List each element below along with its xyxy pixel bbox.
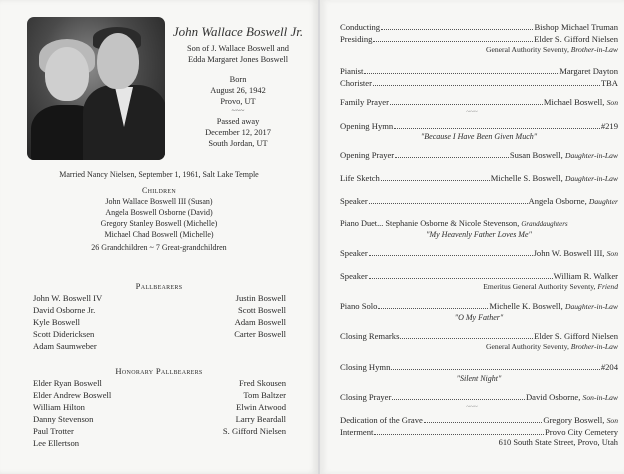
- opening-hymn-title: "Because I Have Been Given Much": [420, 132, 538, 141]
- honorary-pallbearer-name: Elder Ryan Boswell: [33, 378, 102, 388]
- piano-duet-title: "My Heavenly Father Loves Me": [426, 230, 532, 239]
- passed-label: Passed away: [216, 117, 260, 126]
- passed-place: South Jordan, UT: [208, 139, 268, 148]
- program-row-opening-hymn: Opening Hymn #219: [340, 121, 618, 131]
- born-label: Born: [229, 75, 247, 84]
- marriage-line: Married Nancy Nielsen, September 1, 1961, Salt Lake Temple: [59, 170, 259, 179]
- honorary-pallbearer-name: Elder Andrew Boswell: [33, 390, 112, 400]
- program-subline: Emeritus General Authority Seventy, Friend: [483, 282, 618, 291]
- separator: ~~~: [466, 108, 478, 116]
- program-row-closing-hymn: Closing Hymn #204: [340, 362, 618, 372]
- program-row-pianist: Pianist Margaret Dayton: [340, 66, 618, 76]
- separator: ~~~: [466, 403, 478, 411]
- born-place: Provo, UT: [220, 97, 256, 106]
- pallbearer-name: Scott Didericksen: [33, 329, 95, 339]
- pallbearer-name: Justin Boswell: [235, 293, 286, 303]
- program-row-speaker-2: Speaker John W. Boswell III, Son: [340, 248, 618, 258]
- program-label: Presiding: [340, 34, 373, 44]
- couple-portrait-photo: [27, 17, 165, 160]
- parents-line-1: Son of J. Wallace Boswell and: [187, 44, 289, 53]
- program-subline: General Authority Seventy, Brother-in-Law: [486, 45, 618, 54]
- honorary-pallbearer-name: Danny Stevenson: [33, 414, 94, 424]
- program-subline: General Authority Seventy, Brother-in-Law: [486, 342, 618, 351]
- born-date: August 26, 1942: [210, 86, 266, 95]
- honorary-pallbearer-name: Lee Ellertson: [33, 438, 80, 448]
- program-row-closing-prayer: Closing Prayer David Osborne, Son-in-Law: [340, 392, 618, 402]
- child-item: Angela Boswell Osborne (David): [105, 208, 213, 217]
- child-item: Gregory Stanley Boswell (Michelle): [100, 219, 218, 228]
- interment-address: 610 South State Street, Provo, Utah: [498, 438, 618, 447]
- pallbearer-name: John W. Boswell IV: [33, 293, 103, 303]
- piano-solo-title: "O My Father": [454, 313, 504, 322]
- program-row-speaker-3: Speaker William R. Walker: [340, 271, 618, 281]
- pallbearer-name: Adam Boswell: [234, 317, 286, 327]
- pallbearer-name: David Osborne Jr.: [33, 305, 96, 315]
- pallbearers-heading: Pallbearers: [135, 281, 183, 291]
- program-row-piano-duet: Piano Duet... Stephanie Osborne & Nicole Stevenson, Granddaughters: [340, 219, 568, 228]
- passed-date: December 12, 2017: [205, 128, 271, 137]
- honorary-pallbearer-name: Elwin Atwood: [236, 402, 286, 412]
- honorary-pallbearer-name: S. Gifford Nielsen: [222, 426, 286, 436]
- separator: ~~~: [231, 106, 245, 115]
- deceased-name: John Wallace Boswell Jr.: [172, 24, 304, 39]
- program-label: Conducting: [340, 22, 381, 32]
- honorary-pallbearer-name: William Hilton: [33, 402, 85, 412]
- program-row-interment: Interment Provo City Cemetery: [340, 427, 618, 437]
- grandchildren-line: 26 Grandchildren ~ 7 Great-grandchildren: [91, 243, 227, 252]
- program-row-opening-prayer: Opening Prayer Susan Boswell, Daughter-in-Law: [340, 150, 618, 160]
- program-row-life-sketch: Life Sketch Michelle S. Boswell, Daughter-in-Law: [340, 173, 618, 183]
- honorary-pallbearer-name: Larry Beardall: [235, 414, 286, 424]
- children-heading: Children: [141, 186, 177, 195]
- program-row-closing-remarks: Closing Remarks Elder S. Gifford Nielsen: [340, 331, 618, 341]
- parents-line-2: Edda Margaret Jones Boswell: [187, 55, 289, 64]
- child-item: Michael Chad Boswell (Michelle): [104, 230, 214, 239]
- honorary-pallbearer-name: Fred Skousen: [238, 378, 286, 388]
- program-value: Bishop Michael Truman: [534, 22, 618, 32]
- honorary-pallbearers-heading: Honorary Pallbearers: [115, 366, 203, 376]
- closing-hymn-title: "Silent Night": [456, 374, 502, 383]
- child-item: John Wallace Boswell III (Susan): [105, 197, 213, 206]
- pallbearer-name: Kyle Boswell: [33, 317, 81, 327]
- pallbearer-name: Carter Boswell: [234, 329, 286, 339]
- program-row-speaker-1: Speaker Angela Osborne, Daughter: [340, 196, 618, 206]
- program-row-conducting: [340, 22, 618, 32]
- program-row-chorister: Chorister TBA: [340, 78, 618, 88]
- right-page: [320, 0, 624, 474]
- pallbearer-name: Adam Saumweber: [33, 341, 97, 351]
- program-row-presiding: [340, 34, 618, 44]
- program-row-family-prayer: Family Prayer Michael Boswell, Son: [340, 97, 618, 107]
- pallbearer-name: Scott Boswell: [238, 305, 286, 315]
- honorary-pallbearer-name: Paul Trotter: [33, 426, 74, 436]
- program-row-piano-solo: Piano Solo Michelle K. Boswell, Daughter-in-Law: [340, 301, 618, 311]
- program-value: Elder S. Gifford Nielsen: [534, 34, 618, 44]
- honorary-pallbearer-name: Tom Baltzer: [243, 390, 286, 400]
- program-row-dedication: Dedication of the Grave Gregory Boswell, Son: [340, 415, 618, 425]
